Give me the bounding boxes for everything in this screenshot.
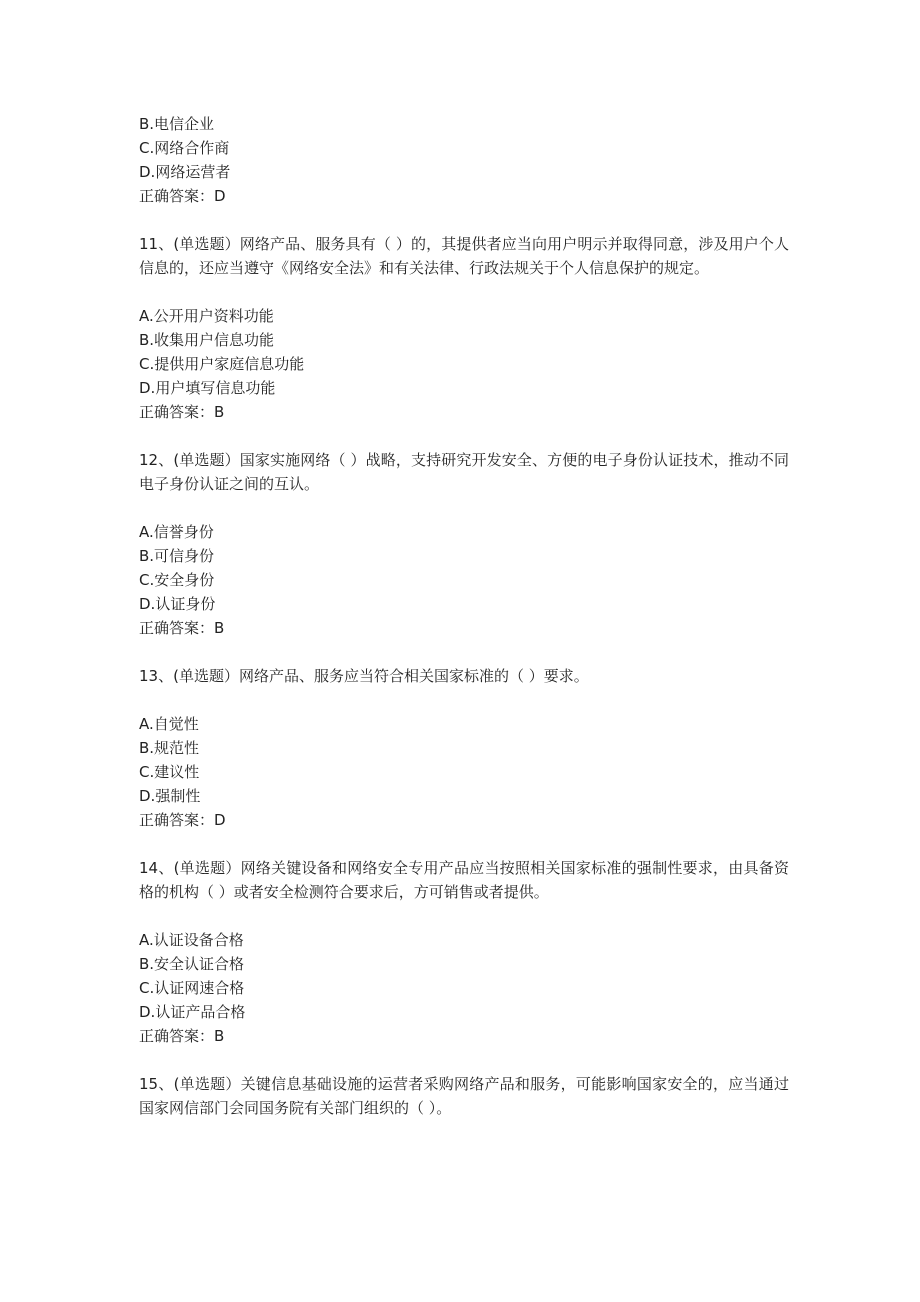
option-c: C.提供用户家庭信息功能 <box>139 355 305 373</box>
answer: 正确答案：D <box>139 187 226 205</box>
option-d: D.用户填写信息功能 <box>139 379 276 397</box>
option-a: A.公开用户资料功能 <box>139 307 274 325</box>
option-b: B.可信身份 <box>139 547 215 565</box>
prev-question-tail <box>139 112 789 208</box>
option-c: C.网络合作商 <box>139 139 230 157</box>
option-d: D.网络运营者 <box>139 163 231 181</box>
answer: 正确答案：B <box>139 619 225 637</box>
option-d: D.认证身份 <box>139 595 216 613</box>
question-12 <box>139 448 789 640</box>
option-c: C.认证网速合格 <box>139 979 245 997</box>
question-13 <box>139 664 789 832</box>
question-11 <box>139 232 789 424</box>
option-a: A.自觉性 <box>139 715 199 733</box>
option-b: B.规范性 <box>139 739 200 757</box>
option-c: C.建议性 <box>139 763 200 781</box>
question-stem: 14、(单选题）网络关键设备和网络安全专用产品应当按照相关国家标准的强制性要求，由具备资格的机构（ ）或者安全检测符合要求后，方可销售或者提供。 <box>139 859 789 901</box>
option-c: C.安全身份 <box>139 571 215 589</box>
option-b: B.收集用户信息功能 <box>139 331 275 349</box>
question-stem: 12、(单选题）国家实施网络（ ）战略，支持研究开发安全、方便的电子身份认证技术，推动不同电子身份认证之间的互认。 <box>139 451 789 493</box>
option-b: B.安全认证合格 <box>139 955 245 973</box>
option-d: D.认证产品合格 <box>139 1003 246 1021</box>
option-a: A.认证设备合格 <box>139 931 244 949</box>
document-page <box>139 112 789 1120</box>
question-14 <box>139 856 789 1048</box>
option-b: B.电信企业 <box>139 115 215 133</box>
question-stem: 13、(单选题）网络产品、服务应当符合相关国家标准的（ ）要求。 <box>139 667 589 685</box>
option-d: D.强制性 <box>139 787 201 805</box>
question-stem: 15、(单选题）关键信息基础设施的运营者采购网络产品和服务，可能影响国家安全的，应当通过国家网信部门会同国务院有关部门组织的（ ）。 <box>139 1075 789 1117</box>
answer: 正确答案：B <box>139 1027 225 1045</box>
question-stem: 11、(单选题）网络产品、服务具有（ ）的，其提供者应当向用户明示并取得同意，涉及用户个人信息的，还应当遵守《网络安全法》和有关法律、行政法规关于个人信息保护的规定。 <box>139 235 789 277</box>
answer: 正确答案：B <box>139 403 225 421</box>
answer: 正确答案：D <box>139 811 226 829</box>
question-15 <box>139 1072 789 1120</box>
option-a: A.信誉身份 <box>139 523 214 541</box>
